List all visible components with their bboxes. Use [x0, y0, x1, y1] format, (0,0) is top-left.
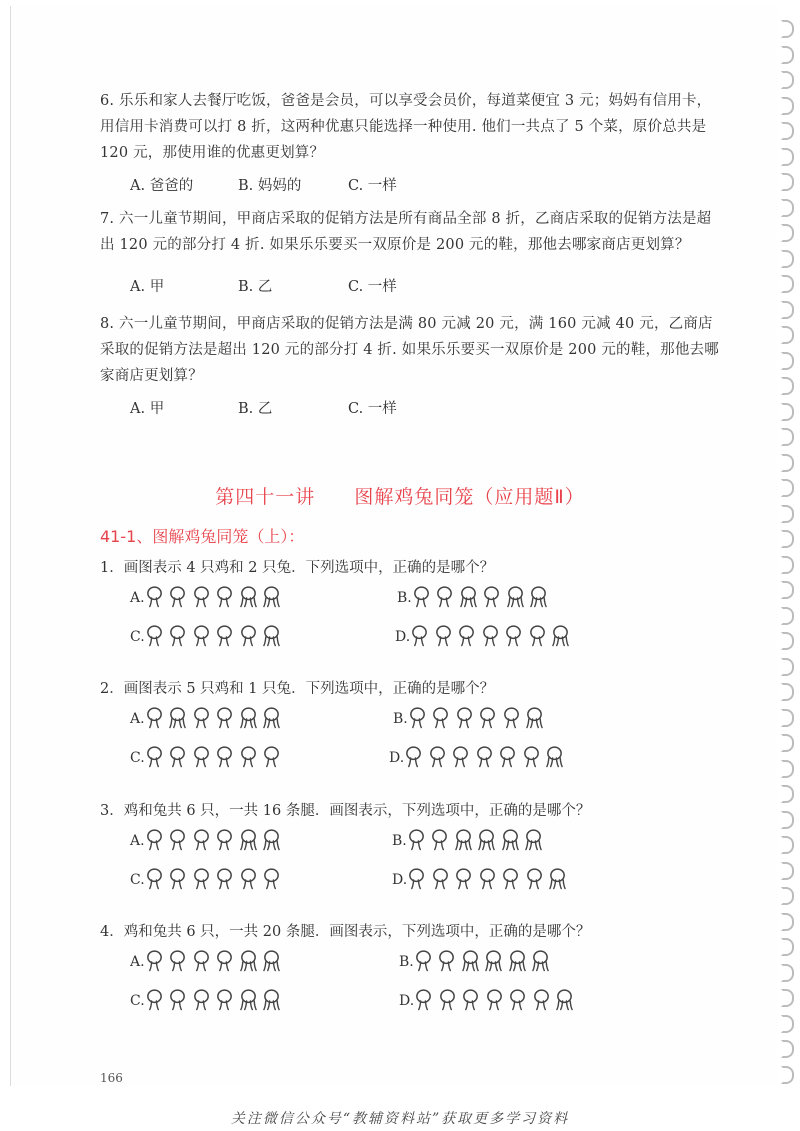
page-number: 166: [100, 1071, 123, 1085]
lecture-heading: [0, 482, 800, 509]
binding-ring: [781, 938, 794, 956]
rabbit-icon: [501, 829, 520, 853]
chicken-icon: [461, 989, 480, 1013]
chicken-icon: [431, 868, 450, 892]
question-7-option-a[interactable]: A. 甲: [130, 279, 165, 295]
binding-ring: [781, 377, 794, 395]
picture-question-2-option-b[interactable]: [393, 707, 549, 733]
chicken-icon: [508, 989, 527, 1013]
binding-ring: [781, 122, 794, 140]
chicken-icon: [481, 625, 500, 649]
option-label: D.: [392, 872, 408, 888]
chicken-icon: [215, 989, 234, 1013]
option-label: C.: [130, 872, 145, 888]
question-7-option-c[interactable]: C. 一样: [348, 279, 397, 295]
picture-question-1: 1．画图表示 4 只鸡和 2 只兔．下列选项中，正确的是哪个？: [100, 560, 495, 576]
chicken-icon: [215, 625, 234, 649]
picture-question-1-option-b[interactable]: [397, 586, 553, 612]
chicken-icon: [407, 868, 426, 892]
picture-question-2: 2．画图表示 5 只鸡和 1 只兔．下列选项中，正确的是哪个？: [100, 681, 495, 697]
binding-ring: [781, 964, 794, 982]
rabbit-icon: [461, 950, 480, 974]
binding-ring: [781, 887, 794, 905]
rabbit-icon: [508, 950, 527, 974]
option-label: B.: [397, 590, 412, 606]
chicken-icon: [428, 746, 447, 770]
chicken-icon: [192, 868, 211, 892]
chicken-icon: [215, 586, 234, 610]
binding-ring: [781, 862, 794, 880]
option-label: A.: [130, 954, 145, 970]
picture-question-4-option-a[interactable]: [130, 950, 286, 976]
binding-ring: [781, 148, 794, 166]
option-label: A.: [130, 711, 145, 727]
chicken-icon: [504, 625, 523, 649]
question-6-option-b[interactable]: B. 妈妈的: [238, 178, 302, 194]
option-label: D.: [395, 629, 411, 645]
option-label: C.: [130, 629, 145, 645]
chicken-icon: [532, 989, 551, 1013]
picture-question-2-option-c[interactable]: [130, 746, 286, 772]
picture-question-3: 3．鸡和兔共 6 只，一共 16 条腿．画图表示，下列选项中，正确的是哪个？: [100, 803, 591, 819]
footer-watermark: 关注微信公众号“教辅资料站”获取更多学习资料: [230, 1111, 570, 1127]
chicken-icon: [457, 625, 476, 649]
binding-ring: [781, 989, 794, 1007]
chicken-icon: [410, 625, 429, 649]
chicken-icon: [525, 868, 544, 892]
rabbit-icon: [239, 829, 258, 853]
chicken-icon: [145, 707, 164, 731]
rabbit-icon: [239, 950, 258, 974]
chicken-icon: [412, 586, 431, 610]
rabbit-icon: [551, 625, 570, 649]
chicken-icon: [215, 707, 234, 731]
option-label: C.: [130, 993, 145, 1009]
binding-ring: [781, 326, 794, 344]
rabbit-icon: [262, 989, 281, 1013]
chicken-icon: [434, 625, 453, 649]
binding-ring: [781, 71, 794, 89]
binding-ring: [781, 760, 794, 778]
chicken-icon: [145, 829, 164, 853]
lecture-number: 第四十一讲: [215, 486, 316, 508]
binding-ring: [781, 530, 794, 548]
picture-question-3-option-d[interactable]: [392, 868, 572, 894]
chicken-icon: [145, 625, 164, 649]
rabbit-icon: [477, 829, 496, 853]
chicken-icon: [482, 586, 501, 610]
binding-ring: [781, 1015, 794, 1033]
rabbit-icon: [454, 829, 473, 853]
option-label: B.: [399, 954, 414, 970]
chicken-icon: [408, 707, 427, 731]
chicken-icon: [192, 829, 211, 853]
chicken-icon: [192, 746, 211, 770]
chicken-icon: [451, 746, 470, 770]
rabbit-icon: [239, 707, 258, 731]
chicken-icon: [168, 625, 187, 649]
chicken-icon: [435, 586, 454, 610]
rabbit-icon: [484, 950, 503, 974]
rabbit-icon: [548, 868, 567, 892]
option-label: D.: [389, 750, 405, 766]
binding-ring: [781, 224, 794, 242]
chicken-icon: [262, 868, 281, 892]
chicken-icon: [215, 829, 234, 853]
chicken-icon: [414, 989, 433, 1013]
binding-ring: [781, 836, 794, 854]
chicken-icon: [239, 625, 258, 649]
chicken-icon: [404, 746, 423, 770]
picture-question-4: 4．鸡和兔共 6 只，一共 20 条腿．画图表示，下列选项中，正确的是哪个？: [100, 924, 591, 940]
question-6-option-c[interactable]: C. 一样: [348, 178, 397, 194]
chicken-icon: [168, 829, 187, 853]
chicken-icon: [145, 746, 164, 770]
binding-ring: [781, 1040, 794, 1058]
question-6: 6. 乐乐和家人去餐厅吃饭，爸爸是会员，可以享受会员价，每道菜便宜 3 元；妈妈有信用卡，用信用卡消费可以打 8 折，这两种优惠只能选择一种使用. 他们一共点了 5 个菜，原价总共是 120 元，那使用谁的优惠更划算？: [100, 93, 712, 161]
chicken-icon: [262, 746, 281, 770]
binding-ring: [781, 97, 794, 115]
chicken-icon: [168, 746, 187, 770]
binding-ring: [781, 275, 794, 293]
binding-ring: [781, 301, 794, 319]
chicken-icon: [454, 868, 473, 892]
picture-question-1-option-c[interactable]: [130, 625, 286, 651]
binding-ring: [781, 811, 794, 829]
question-7: 7. 六一儿童节期间，甲商店采取的促销方法是所有商品全部 8 折，乙商店采取的促销方法是超出 120 元的部分打 4 折. 如果乐乐要买一双原价是 200 元的鞋，那他去哪家商店更划算？: [100, 211, 712, 253]
question-8: 8. 六一儿童节期间，甲商店采取的促销方法是满 80 元减 20 元，满 160 元减 40 元，乙商店采取的促销方法是超出 120 元的部分打 4 折. 如果乐乐要买一双原价是 200 元的鞋，那他去哪家商店更划算？: [100, 316, 719, 384]
picture-question-2-option-d[interactable]: [389, 746, 569, 772]
chicken-icon: [478, 707, 497, 731]
binding-ring: [781, 556, 794, 574]
chicken-icon: [407, 829, 426, 853]
binding-ring: [781, 20, 794, 38]
binding-ring: [781, 352, 794, 370]
rabbit-icon: [531, 950, 550, 974]
chicken-icon: [431, 707, 450, 731]
chicken-icon: [502, 707, 521, 731]
rabbit-icon: [262, 829, 281, 853]
binding-ring: [781, 1066, 794, 1084]
binding-ring: [781, 683, 794, 701]
chicken-icon: [485, 989, 504, 1013]
question-7-option-b[interactable]: B. 乙: [238, 279, 273, 295]
chicken-icon: [145, 868, 164, 892]
rabbit-icon: [524, 829, 543, 853]
question-6-option-a[interactable]: A. 爸爸的: [130, 178, 194, 194]
rabbit-icon: [168, 707, 187, 731]
chicken-icon: [478, 868, 497, 892]
binding-ring: [781, 785, 794, 803]
rabbit-icon: [262, 707, 281, 731]
binding-ring: [781, 454, 794, 472]
question-8-option-c[interactable]: C. 一样: [348, 401, 397, 417]
chicken-icon: [215, 746, 234, 770]
chicken-icon: [192, 989, 211, 1013]
chicken-icon: [239, 868, 258, 892]
chicken-icon: [430, 829, 449, 853]
binding-ring: [781, 607, 794, 625]
binding-ring: [781, 581, 794, 599]
rabbit-icon: [239, 586, 258, 610]
chicken-icon: [498, 746, 517, 770]
question-8-option-a[interactable]: A. 甲: [130, 401, 165, 417]
chicken-icon: [192, 950, 211, 974]
option-label: A.: [130, 833, 145, 849]
chicken-icon: [239, 746, 258, 770]
binding-ring: [781, 709, 794, 727]
chicken-icon: [501, 868, 520, 892]
chicken-icon: [522, 746, 541, 770]
picture-question-2-option-a[interactable]: [130, 707, 286, 733]
rabbit-icon: [262, 586, 281, 610]
section-title: 41-1、图解鸡兔同笼（上）：: [100, 527, 305, 546]
lecture-title: 图解鸡兔同笼（应用题Ⅱ）: [354, 486, 585, 508]
picture-question-3-option-c[interactable]: [130, 868, 286, 894]
option-label: D.: [399, 993, 415, 1009]
picture-question-4-option-c[interactable]: [130, 989, 286, 1015]
question-8-option-b[interactable]: B. 乙: [238, 401, 273, 417]
binding-ring: [781, 632, 794, 650]
binding-ring: [781, 173, 794, 191]
binding-ring: [781, 46, 794, 64]
chicken-icon: [192, 625, 211, 649]
chicken-icon: [215, 950, 234, 974]
rabbit-icon: [239, 989, 258, 1013]
chicken-icon: [192, 707, 211, 731]
option-label: B.: [392, 833, 407, 849]
chicken-icon: [437, 950, 456, 974]
picture-question-3-option-b[interactable]: [392, 829, 548, 855]
option-label: B.: [393, 711, 408, 727]
rabbit-icon: [555, 989, 574, 1013]
option-label: A.: [130, 590, 145, 606]
chicken-icon: [438, 989, 457, 1013]
chicken-icon: [168, 989, 187, 1013]
chicken-icon: [168, 868, 187, 892]
rabbit-icon: [529, 586, 548, 610]
binding-ring: [781, 199, 794, 217]
rabbit-icon: [262, 625, 281, 649]
chicken-icon: [168, 950, 187, 974]
picture-question-1-option-d[interactable]: [395, 625, 575, 651]
binding-ring: [781, 250, 794, 268]
chicken-icon: [145, 989, 164, 1013]
rabbit-icon: [525, 707, 544, 731]
chicken-icon: [414, 950, 433, 974]
rabbit-icon: [506, 586, 525, 610]
picture-question-1-option-a[interactable]: [130, 586, 286, 612]
picture-question-4-option-b[interactable]: [399, 950, 555, 976]
binding-ring: [781, 428, 794, 446]
chicken-icon: [215, 868, 234, 892]
picture-question-4-option-d[interactable]: [399, 989, 579, 1015]
chicken-icon: [168, 586, 187, 610]
chicken-icon: [475, 746, 494, 770]
binding-ring: [781, 913, 794, 931]
rabbit-icon: [262, 950, 281, 974]
option-label: C.: [130, 750, 145, 766]
chicken-icon: [455, 707, 474, 731]
chicken-icon: [145, 950, 164, 974]
rabbit-icon: [459, 586, 478, 610]
binding-ring: [781, 403, 794, 421]
chicken-icon: [145, 586, 164, 610]
rabbit-icon: [545, 746, 564, 770]
binding-ring: [781, 734, 794, 752]
spiral-binding: [781, 20, 797, 1100]
binding-ring: [781, 658, 794, 676]
chicken-icon: [528, 625, 547, 649]
chicken-icon: [192, 586, 211, 610]
picture-question-3-option-a[interactable]: [130, 829, 286, 855]
